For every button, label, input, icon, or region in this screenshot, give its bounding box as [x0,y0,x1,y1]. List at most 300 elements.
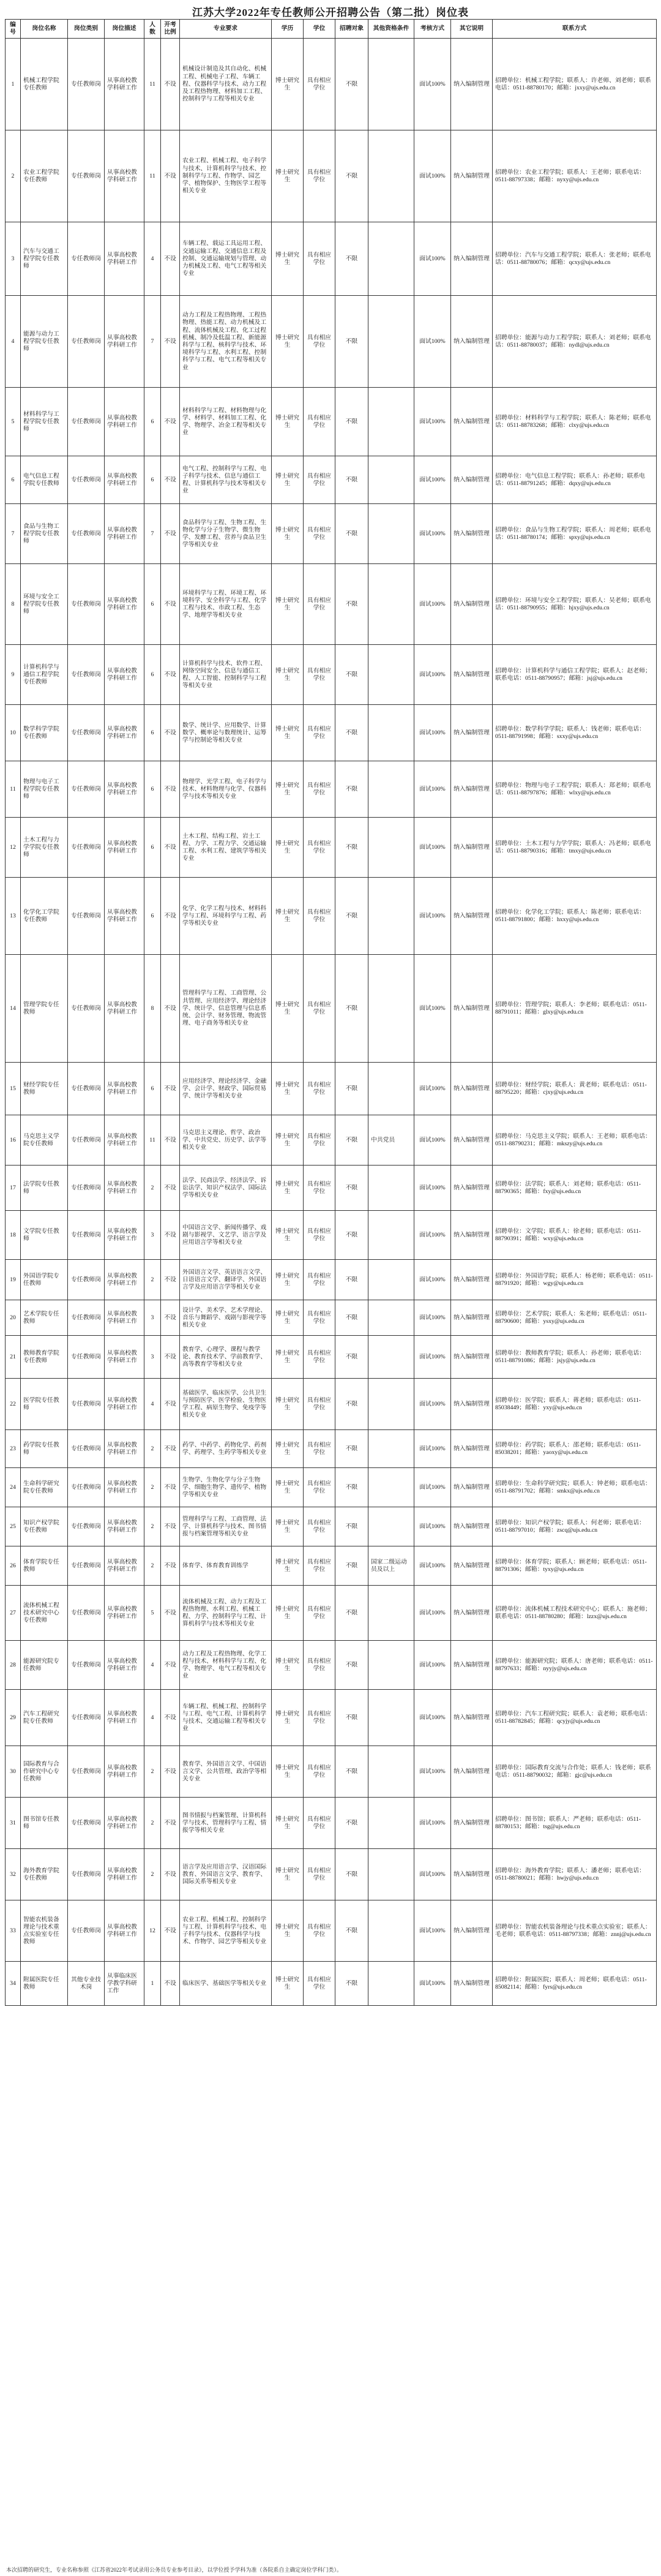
position-description: 从事高校教学科研工作 [105,1690,144,1746]
other-notes: 纳入编制管理 [451,761,493,818]
exam-ratio: 不设 [161,1115,180,1166]
exam-ratio: 不设 [161,1379,180,1430]
major-requirements: 体育学、体育教育训练学 [180,1546,272,1586]
position-count: 3 [144,1211,161,1260]
position-count: 6 [144,818,161,878]
position-name: 国际教育与合作研究中心专任教师 [21,1746,68,1798]
table-row [6,564,657,645]
table-row [6,705,657,761]
exam-method: 面试100% [414,1507,451,1546]
major-requirements: 基础医学、临床医学、公共卫生与预防医学、医学检验、生物医学工程、病原生物学、免疫学等相关专业 [180,1379,272,1430]
exam-ratio: 不设 [161,296,180,388]
position-name: 生命科学研究院专任教师 [21,1468,68,1507]
degree-requirement: 具有相应学位 [304,130,335,222]
row-number: 9 [6,645,21,705]
position-category: 专任教师岗 [68,1586,105,1641]
contact-info: 招聘单位：能源研究院；联系人：唐老师；联系电话：0511-88797633；邮箱：nyyjy@ujs.edu.cn [493,1641,657,1690]
row-number: 8 [6,564,21,645]
position-category: 专任教师岗 [68,1115,105,1166]
exam-ratio: 不设 [161,1211,180,1260]
contact-info: 招聘单位：电气信息工程学院；联系人：孙老师；联系电话：0511-88791245；邮箱：dqxy@ujs.edu.cn [493,456,657,504]
other-qualifications [368,1468,414,1507]
header-position-description: 岗位描述 [105,20,144,39]
recruitment-target: 不限 [335,645,368,705]
row-number: 11 [6,761,21,818]
recruitment-target: 不限 [335,1063,368,1115]
other-notes: 纳入编制管理 [451,1586,493,1641]
table-row [6,388,657,456]
exam-ratio: 不设 [161,1260,180,1300]
position-description: 从事高校教学科研工作 [105,818,144,878]
header-target: 招聘对象 [335,20,368,39]
row-number: 6 [6,456,21,504]
position-name: 机械工程学院专任教师 [21,39,68,130]
table-row [6,1063,657,1115]
education-requirement: 博士研究生 [272,130,304,222]
major-requirements: 图书情报与档案管理、计算机科学与技术、管理科学与工程、情报学等相关专业 [180,1798,272,1849]
table-row [6,1900,657,1962]
contact-info: 招聘单位：土木工程与力学学院；联系人：冯老师；联系电话：0511-88790316；邮箱：tmxy@ujs.edu.cn [493,818,657,878]
position-description: 从事高校教学科研工作 [105,1798,144,1849]
major-requirements: 教育学、心理学、课程与教学论、教育技术学、学前教育学、高等教育学等相关专业 [180,1336,272,1379]
exam-method: 面试100% [414,1260,451,1300]
exam-method: 面试100% [414,645,451,705]
row-number: 15 [6,1063,21,1115]
table-row [6,1300,657,1336]
education-requirement: 博士研究生 [272,504,304,564]
position-description: 从事高校教学科研工作 [105,761,144,818]
table-row [6,39,657,130]
major-requirements: 材料科学与工程、材料物理与化学、材料学、材料加工工程、化学、物理学、冶金工程等相关专业 [180,388,272,456]
education-requirement: 博士研究生 [272,1211,304,1260]
position-category: 专任教师岗 [68,1641,105,1690]
row-number: 21 [6,1336,21,1379]
position-name: 知识产权学院专任教师 [21,1507,68,1546]
contact-info: 招聘单位：生命科学研究院；联系人：钟老师；联系电话：0511-88791702；邮箱：smkx@ujs.edu.cn [493,1468,657,1507]
position-name: 马克思主义学院专任教师 [21,1115,68,1166]
header-education: 学历 [272,20,304,39]
degree-requirement: 具有相应学位 [304,1115,335,1166]
recruitment-target: 不限 [335,456,368,504]
other-notes: 纳入编制管理 [451,1641,493,1690]
education-requirement: 博士研究生 [272,1063,304,1115]
major-requirements: 流体机械及工程、动力工程及工程热物理、水利工程、机械工程、力学、控制科学与工程、计算机科学与技术等相关专业 [180,1586,272,1641]
contact-info: 招聘单位：法学院；联系人：刘老师；联系电话：0511-88790365；邮箱：fxy@ujs.edu.cn [493,1166,657,1211]
other-notes: 纳入编制管理 [451,1962,493,2006]
recruitment-target: 不限 [335,1641,368,1690]
degree-requirement: 具有相应学位 [304,1336,335,1379]
education-requirement: 博士研究生 [272,456,304,504]
exam-method: 面试100% [414,388,451,456]
recruitment-target: 不限 [335,222,368,296]
degree-requirement: 具有相应学位 [304,818,335,878]
exam-method: 面试100% [414,39,451,130]
degree-requirement: 具有相应学位 [304,1379,335,1430]
education-requirement: 博士研究生 [272,1746,304,1798]
education-requirement: 博士研究生 [272,1849,304,1900]
row-number: 29 [6,1690,21,1746]
row-number: 27 [6,1586,21,1641]
education-requirement: 博士研究生 [272,1166,304,1211]
other-notes: 纳入编制管理 [451,1798,493,1849]
major-requirements: 中国语言文学、新闻传播学、戏剧与影视学、文艺学、语言学及应用语言学等相关专业 [180,1211,272,1260]
recruitment-target: 不限 [335,1546,368,1586]
other-qualifications [368,645,414,705]
exam-ratio: 不设 [161,878,180,955]
education-requirement: 博士研究生 [272,878,304,955]
major-requirements: 药学、中药学、药物化学、药剂学、药理学、生药学等相关专业 [180,1430,272,1468]
table-row [6,878,657,955]
other-notes: 纳入编制管理 [451,1546,493,1586]
degree-requirement: 具有相应学位 [304,1300,335,1336]
position-name: 能源研究院专任教师 [21,1641,68,1690]
exam-method: 面试100% [414,1430,451,1468]
degree-requirement: 具有相应学位 [304,705,335,761]
header-other-notes: 其它说明 [451,20,493,39]
contact-info: 招聘单位：马克思主义学院；联系人：王老师；联系电话：0511-88790231；邮箱：mkszy@ujs.edu.cn [493,1115,657,1166]
exam-ratio: 不设 [161,1690,180,1746]
other-notes: 纳入编制管理 [451,1336,493,1379]
table-row [6,1430,657,1468]
degree-requirement: 具有相应学位 [304,1546,335,1586]
position-category: 专任教师岗 [68,1211,105,1260]
major-requirements: 物理学、光学工程、电子科学与技术、材料物理与化学、仪器科学与技术等相关专业 [180,761,272,818]
row-number: 13 [6,878,21,955]
contact-info: 招聘单位：财经学院；联系人：黄老师；联系电话：0511-88795220；邮箱：cjxy@ujs.edu.cn [493,1063,657,1115]
position-count: 2 [144,1430,161,1468]
position-category: 专任教师岗 [68,1746,105,1798]
degree-requirement: 具有相应学位 [304,1586,335,1641]
degree-requirement: 具有相应学位 [304,955,335,1063]
exam-method: 面试100% [414,504,451,564]
table-row [6,1849,657,1900]
recruitment-target: 不限 [335,388,368,456]
header-count: 人数 [144,20,161,39]
degree-requirement: 具有相应学位 [304,1962,335,2006]
recruitment-target: 不限 [335,818,368,878]
major-requirements: 农业工程、机械工程、电子科学与技术、计算机科学与技术、控制科学与工程、作物学、园艺学、植物保护、生物医学工程等相关专业 [180,130,272,222]
other-qualifications [368,1166,414,1211]
other-notes: 纳入编制管理 [451,705,493,761]
position-category: 专任教师岗 [68,1849,105,1900]
other-qualifications [368,1430,414,1468]
exam-method: 面试100% [414,1849,451,1900]
other-qualifications [368,504,414,564]
recruitment-target: 不限 [335,955,368,1063]
degree-requirement: 具有相应学位 [304,645,335,705]
position-category: 专任教师岗 [68,1546,105,1586]
position-name: 汽车工程研究院专任教师 [21,1690,68,1746]
education-requirement: 博士研究生 [272,1468,304,1507]
exam-method: 面试100% [414,456,451,504]
position-count: 2 [144,1166,161,1211]
education-requirement: 博士研究生 [272,1641,304,1690]
exam-ratio: 不设 [161,1746,180,1798]
other-qualifications [368,564,414,645]
row-number: 14 [6,955,21,1063]
position-count: 3 [144,1336,161,1379]
major-requirements: 土木工程、结构工程、岩土工程、力学、工程力学、交通运输工程、水利工程、建筑学等相关专业 [180,818,272,878]
table-row [6,761,657,818]
position-description: 从事高校教学科研工作 [105,1336,144,1379]
table-row [6,456,657,504]
exam-ratio: 不设 [161,1849,180,1900]
row-number: 3 [6,222,21,296]
position-count: 11 [144,1115,161,1166]
position-description: 从事高校教学科研工作 [105,456,144,504]
other-notes: 纳入编制管理 [451,504,493,564]
degree-requirement: 具有相应学位 [304,1468,335,1507]
position-count: 2 [144,1507,161,1546]
contact-info: 招聘单位：汽车与交通工程学院；联系人：张老师；联系电话：0511-88780076；邮箱：qcxy@ujs.edu.cn [493,222,657,296]
position-count: 6 [144,878,161,955]
other-notes: 纳入编制管理 [451,296,493,388]
education-requirement: 博士研究生 [272,1300,304,1336]
table-row [6,1507,657,1546]
recruitment-target: 不限 [335,1507,368,1546]
other-qualifications [368,1507,414,1546]
position-description: 从事高校教学科研工作 [105,39,144,130]
degree-requirement: 具有相应学位 [304,1507,335,1546]
major-requirements: 农业工程、机械工程、控制科学与工程、计算机科学与技术、电子科学与技术、仪器科学与技术、作物学、园艺学等相关专业 [180,1900,272,1962]
table-row [6,1211,657,1260]
major-requirements: 语言学及应用语言学、汉语国际教育、外国语言文学、教育学、国际关系等相关专业 [180,1849,272,1900]
row-number: 16 [6,1115,21,1166]
header-contact: 联系方式 [493,20,657,39]
position-count: 6 [144,564,161,645]
degree-requirement: 具有相应学位 [304,1849,335,1900]
major-requirements: 环境科学与工程、环境工程、环境科学、安全科学与工程、化学工程与技术、市政工程、生态学、地理学等相关专业 [180,564,272,645]
position-description: 从事高校教学科研工作 [105,1468,144,1507]
position-category: 专任教师岗 [68,388,105,456]
exam-method: 面试100% [414,878,451,955]
other-qualifications [368,1690,414,1746]
footnote: 本次招聘的研究生，专业名称参照《江苏省2022年考试录用公务员专业参考目录》，以学位授予学科为准（各院系自主确定岗位学科门类）。 [6,2567,343,2573]
recruitment-target: 不限 [335,1430,368,1468]
other-notes: 纳入编制管理 [451,818,493,878]
other-notes: 纳入编制管理 [451,955,493,1063]
recruitment-target: 不限 [335,1379,368,1430]
exam-method: 面试100% [414,1166,451,1211]
position-category: 专任教师岗 [68,456,105,504]
table-row [6,222,657,296]
row-number: 7 [6,504,21,564]
other-qualifications [368,296,414,388]
exam-method: 面试100% [414,1336,451,1379]
exam-method: 面试100% [414,1586,451,1641]
position-name: 化学化工学院专任教师 [21,878,68,955]
position-description: 从事高校教学科研工作 [105,1430,144,1468]
other-notes: 纳入编制管理 [451,1507,493,1546]
table-row [6,1746,657,1798]
other-qualifications [368,1336,414,1379]
recruitment-target: 不限 [335,1690,368,1746]
row-number: 24 [6,1468,21,1507]
recruitment-target: 不限 [335,1166,368,1211]
education-requirement: 博士研究生 [272,1900,304,1962]
degree-requirement: 具有相应学位 [304,1641,335,1690]
table-body [6,39,657,2006]
contact-info: 招聘单位：附属医院；联系人：周老师；联系电话：0511-85082114；邮箱：fyrs@ujs.edu.cn [493,1962,657,2006]
exam-method: 面试100% [414,1900,451,1962]
exam-method: 面试100% [414,1798,451,1849]
position-description: 从事高校教学科研工作 [105,504,144,564]
other-notes: 纳入编制管理 [451,1468,493,1507]
position-name: 外国语学院专任教师 [21,1260,68,1300]
other-qualifications [368,761,414,818]
exam-ratio: 不设 [161,504,180,564]
position-name: 材料科学与工程学院专任教师 [21,388,68,456]
position-description: 从事高校教学科研工作 [105,1166,144,1211]
recruitment-target: 不限 [335,1300,368,1336]
exam-method: 面试100% [414,1962,451,2006]
position-count: 5 [144,1586,161,1641]
row-number: 4 [6,296,21,388]
exam-ratio: 不设 [161,222,180,296]
position-name: 法学院专任教师 [21,1166,68,1211]
major-requirements: 化学、化学工程与技术、材料科学与工程、环境科学与工程、药学等相关专业 [180,878,272,955]
position-count: 7 [144,296,161,388]
degree-requirement: 具有相应学位 [304,761,335,818]
education-requirement: 博士研究生 [272,564,304,645]
other-notes: 纳入编制管理 [451,1063,493,1115]
position-count: 1 [144,1962,161,2006]
recruitment-target: 不限 [335,1900,368,1962]
exam-method: 面试100% [414,761,451,818]
position-description: 从事高校教学科研工作 [105,705,144,761]
position-category: 专任教师岗 [68,39,105,130]
exam-ratio: 不设 [161,761,180,818]
other-notes: 纳入编制管理 [451,1166,493,1211]
position-count: 2 [144,1746,161,1798]
position-name: 汽车与交通工程学院专任教师 [21,222,68,296]
degree-requirement: 具有相应学位 [304,456,335,504]
education-requirement: 博士研究生 [272,955,304,1063]
exam-ratio: 不设 [161,456,180,504]
row-number: 20 [6,1300,21,1336]
row-number: 33 [6,1900,21,1962]
page-title: 江苏大学2022年专任教师公开招聘公告（第二批）岗位表 [192,7,469,18]
contact-info: 招聘单位：海外教育学院；联系人：潘老师；联系电话：0511-88780021；邮箱：hwjy@ujs.edu.cn [493,1849,657,1900]
other-qualifications [368,1300,414,1336]
position-count: 6 [144,761,161,818]
exam-method: 面试100% [414,1641,451,1690]
position-name: 流体机械工程技术研究中心专任教师 [21,1586,68,1641]
header-ratio: 开考比例 [161,20,180,39]
education-requirement: 博士研究生 [272,705,304,761]
row-number: 12 [6,818,21,878]
education-requirement: 博士研究生 [272,1336,304,1379]
other-notes: 纳入编制管理 [451,1690,493,1746]
education-requirement: 博士研究生 [272,1430,304,1468]
position-name: 智能农机装备理论与技术重点实验室专任教师 [21,1900,68,1962]
contact-info: 招聘单位：农业工程学院；联系人：王老师；联系电话：0511-88797338；邮箱：nyxy@ujs.edu.cn [493,130,657,222]
row-number: 18 [6,1211,21,1260]
position-name: 财经学院专任教师 [21,1063,68,1115]
education-requirement: 博士研究生 [272,1690,304,1746]
other-qualifications: 中共党员 [368,1115,414,1166]
exam-method: 面试100% [414,955,451,1063]
row-number: 2 [6,130,21,222]
education-requirement: 博士研究生 [272,1379,304,1430]
table-row [6,1468,657,1507]
major-requirements: 管理科学与工程、工商管理、法学、计算机科学与技术、图书情报与档案管理等相关专业 [180,1507,272,1546]
other-notes: 纳入编制管理 [451,388,493,456]
position-description: 从事高校教学科研工作 [105,1900,144,1962]
table-row [6,504,657,564]
position-count: 2 [144,1468,161,1507]
position-count: 2 [144,1849,161,1900]
position-description: 从事高校教学科研工作 [105,1260,144,1300]
other-qualifications [368,955,414,1063]
position-description: 从事高校教学科研工作 [105,296,144,388]
position-name: 环境与安全工程学院专任教师 [21,564,68,645]
position-description: 从事临床医学教学科研工作 [105,1962,144,2006]
row-number: 23 [6,1430,21,1468]
education-requirement: 博士研究生 [272,39,304,130]
position-category: 专任教师岗 [68,1430,105,1468]
row-number: 31 [6,1798,21,1849]
other-qualifications [368,1260,414,1300]
position-name: 管理学院专任教师 [21,955,68,1063]
position-count: 4 [144,1690,161,1746]
exam-ratio: 不设 [161,564,180,645]
position-count: 6 [144,456,161,504]
position-category: 专任教师岗 [68,1900,105,1962]
degree-requirement: 具有相应学位 [304,1430,335,1468]
position-count: 2 [144,1546,161,1586]
recruitment-target: 不限 [335,1468,368,1507]
other-notes: 纳入编制管理 [451,222,493,296]
education-requirement: 博士研究生 [272,761,304,818]
degree-requirement: 具有相应学位 [304,1260,335,1300]
exam-method: 面试100% [414,1115,451,1166]
row-number: 19 [6,1260,21,1300]
exam-method: 面试100% [414,1300,451,1336]
contact-info: 招聘单位：流体机械工程技术研究中心；联系人：施老师；联系电话：0511-88780280；邮箱：lzzx@ujs.edu.cn [493,1586,657,1641]
recruitment-target: 不限 [335,1211,368,1260]
header-position-name: 岗位名称 [21,20,68,39]
position-count: 4 [144,1379,161,1430]
row-number: 5 [6,388,21,456]
recruitment-target: 不限 [335,1962,368,2006]
contact-info: 招聘单位：管理学院；联系人：李老师；联系电话：0511-88791011；邮箱：glxy@ujs.edu.cn [493,955,657,1063]
position-name: 电气信息工程学院专任教师 [21,456,68,504]
position-count: 6 [144,705,161,761]
position-name: 体育学院专任教师 [21,1546,68,1586]
position-category: 专任教师岗 [68,878,105,955]
other-notes: 纳入编制管理 [451,39,493,130]
position-category: 专任教师岗 [68,222,105,296]
other-notes: 纳入编制管理 [451,878,493,955]
major-requirements: 生物学、生物化学与分子生物学、细胞生物学、遗传学、植物学等相关专业 [180,1468,272,1507]
exam-ratio: 不设 [161,1900,180,1962]
other-qualifications [368,1063,414,1115]
table-row [6,1690,657,1746]
recruitment-target: 不限 [335,1746,368,1798]
position-category: 专任教师岗 [68,296,105,388]
other-qualifications: 国家二级运动员及以上 [368,1546,414,1586]
other-notes: 纳入编制管理 [451,645,493,705]
position-category: 专任教师岗 [68,645,105,705]
position-name: 计算机科学与通信工程学院专任教师 [21,645,68,705]
position-category: 专任教师岗 [68,818,105,878]
position-count: 3 [144,1300,161,1336]
education-requirement: 博士研究生 [272,222,304,296]
degree-requirement: 具有相应学位 [304,39,335,130]
contact-info: 招聘单位：化学化工学院；联系人：陈老师；联系电话：0511-88791800；邮箱：hxxy@ujs.edu.cn [493,878,657,955]
row-number: 30 [6,1746,21,1798]
